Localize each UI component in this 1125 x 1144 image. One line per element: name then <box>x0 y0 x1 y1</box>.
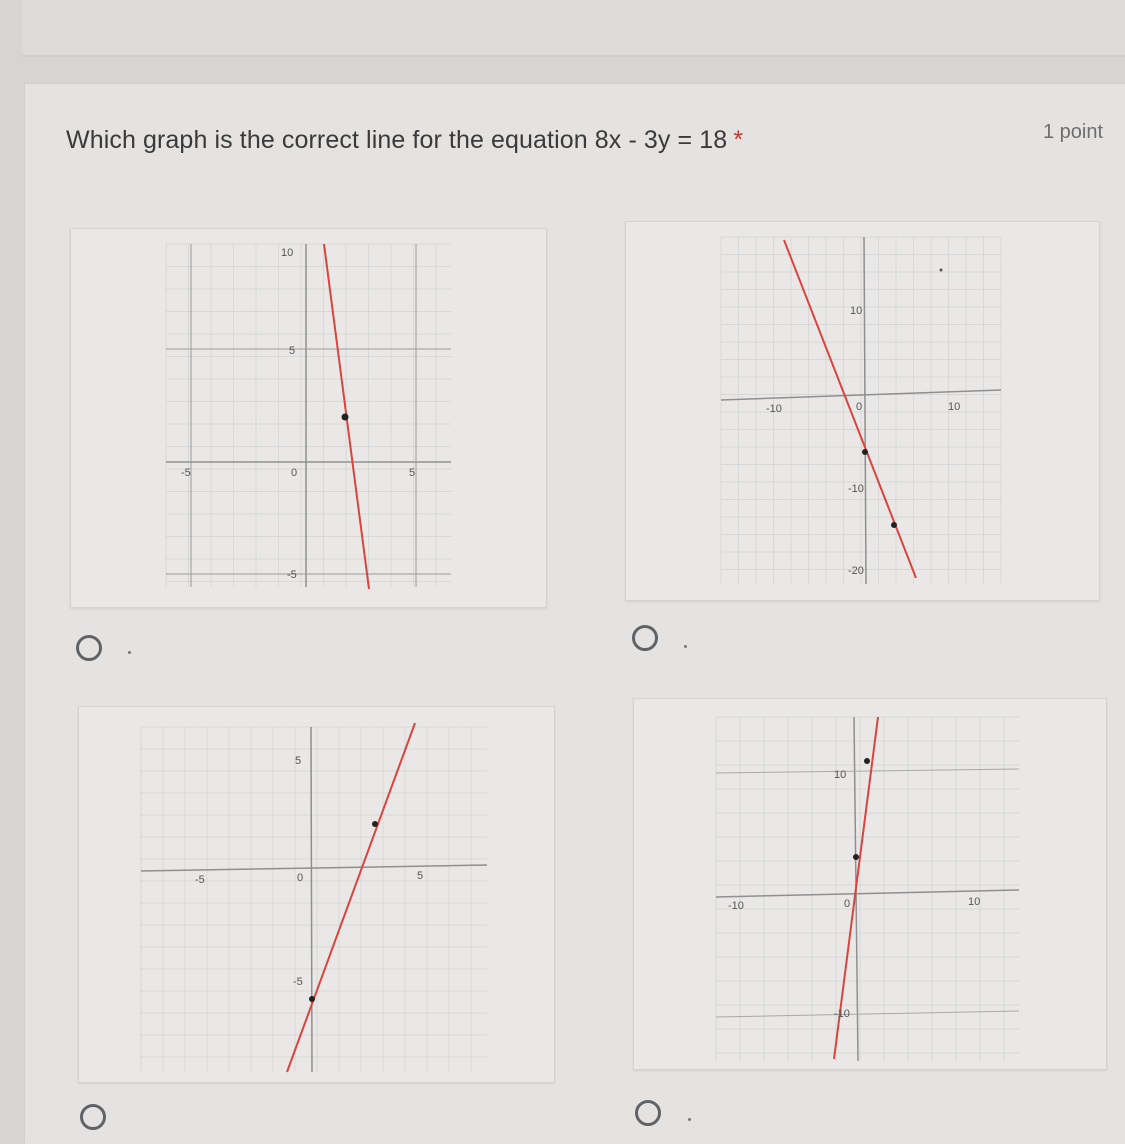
option-c-radio[interactable] <box>80 1104 106 1130</box>
option-a-tick-origin: 0 <box>291 467 298 479</box>
previous-question-card <box>22 0 1125 57</box>
option-d-point-1 <box>853 854 859 860</box>
option-a-tick-y10: 10 <box>281 247 294 259</box>
option-d-tick-xneg10: -10 <box>728 900 744 912</box>
option-b-tick-yneg20: -20 <box>848 565 864 577</box>
option-d-label-dot <box>688 1118 691 1121</box>
option-b-tick-origin: 0 <box>856 401 863 413</box>
option-b-radio[interactable] <box>632 625 658 651</box>
option-b-tick-xneg10: -10 <box>766 403 782 415</box>
question-text: Which graph is the correct line for the equation 8x - 3y = 18 <box>66 126 728 154</box>
question-title <box>66 126 743 155</box>
option-c-tick-y5: 5 <box>295 755 302 767</box>
option-a-radio[interactable] <box>76 635 102 661</box>
points-label: 1 point <box>1043 121 1104 143</box>
option-b-stray-dot <box>940 269 943 272</box>
option-d-tick-y10: 10 <box>834 769 847 781</box>
option-c-point-1 <box>309 996 315 1002</box>
option-c-tick-xneg5: -5 <box>195 874 205 886</box>
option-b-graph-image <box>625 221 1100 601</box>
option-c-point-2 <box>372 821 378 827</box>
option-c-grid <box>141 727 487 1072</box>
option-a-grid <box>166 244 451 587</box>
option-d-radio[interactable] <box>635 1100 661 1126</box>
option-b-graph <box>626 222 1099 600</box>
option-d-graph-image <box>633 698 1107 1070</box>
option-b-point-1 <box>862 449 868 455</box>
option-d-tick-origin: 0 <box>844 898 851 910</box>
option-a-tick-x5: 5 <box>409 467 416 479</box>
option-a-tick-y5: 5 <box>289 345 296 357</box>
option-c-line <box>287 723 415 1072</box>
option-d-point-2 <box>864 758 870 764</box>
option-d-gridline-y10 <box>716 769 1019 773</box>
option-b-tick-x10: 10 <box>948 401 961 413</box>
option-c-graph-image <box>78 706 555 1083</box>
option-b-tick-yneg10: -10 <box>848 483 864 495</box>
option-c-tick-x5: 5 <box>417 870 424 882</box>
option-a-tick-xneg5: -5 <box>181 467 191 479</box>
option-b-y-axis <box>864 237 866 584</box>
option-c-x-axis <box>141 865 487 871</box>
option-b-label-dot <box>684 645 687 648</box>
option-d-graph <box>634 699 1106 1069</box>
option-c-tick-yneg5: -5 <box>293 976 303 988</box>
option-c-tick-origin: 0 <box>297 872 304 884</box>
option-d-tick-x10: 10 <box>968 896 981 908</box>
option-a-graph <box>71 229 546 607</box>
option-c-graph <box>79 707 554 1082</box>
required-asterisk: * <box>733 126 744 154</box>
option-a-graph-image <box>70 228 547 608</box>
option-c-y-axis <box>311 727 312 1072</box>
option-a-label-dot <box>128 651 131 654</box>
option-b-tick-y10: 10 <box>850 305 863 317</box>
option-d-tick-yneg10: -10 <box>834 1008 850 1020</box>
option-a-point <box>342 414 349 421</box>
option-d-gridline-yneg10 <box>716 1011 1019 1017</box>
option-d-grid <box>716 717 1019 1061</box>
option-a-tick-yneg5: -5 <box>287 569 297 581</box>
option-b-point-2 <box>891 522 897 528</box>
